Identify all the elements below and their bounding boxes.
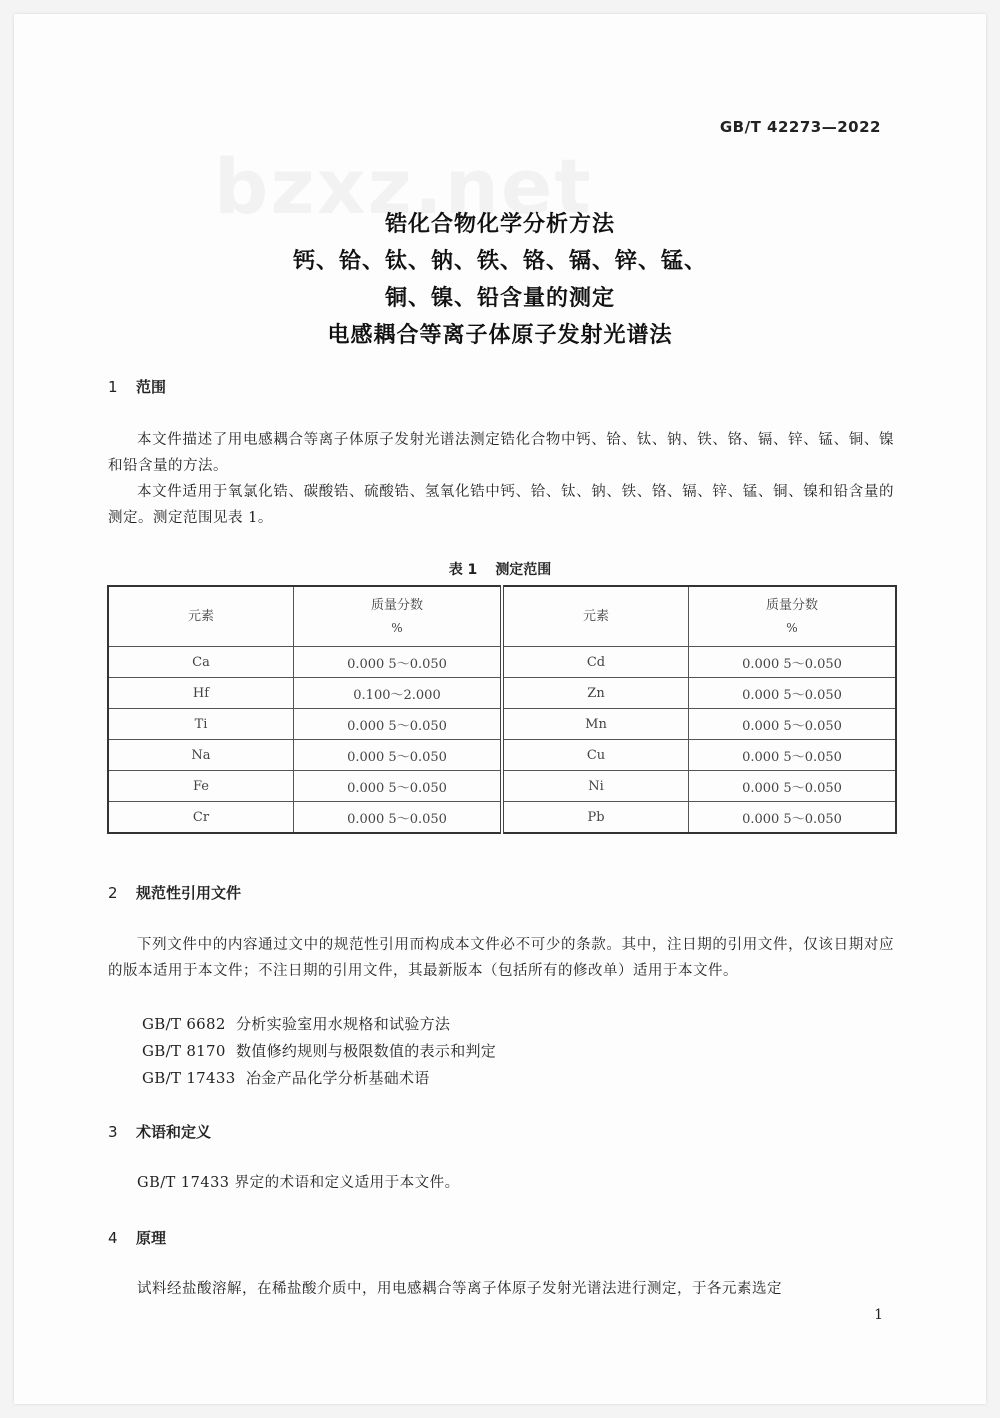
element-cell: Hf <box>108 678 294 709</box>
range-cell: 0.000 5～0.050 <box>294 771 503 802</box>
standard-number: GB/T 42273—2022 <box>719 118 881 136</box>
table-row <box>108 802 896 834</box>
section-number: 3 <box>108 1123 118 1141</box>
normative-references-paragraph: 下列文件中的内容通过文中的规范性引用而构成本文件必不可少的条款。其中，注日期的引用文件，仅该日期对应的版本适用于本文件；不注日期的引用文件，其最新版本（包括所有的修改单）适用于本文件。 <box>108 937 894 979</box>
document-page <box>14 14 986 1404</box>
range-cell: 0.000 5～0.050 <box>689 647 897 678</box>
section-title: 范围 <box>136 378 167 396</box>
title-line: 电感耦合等离子体原子发射光谱法 <box>327 323 673 348</box>
range-cell: 0.000 5～0.050 <box>689 709 897 740</box>
element-cell: Cu <box>502 740 689 771</box>
element-cell: Pb <box>502 802 689 834</box>
principle-paragraph: 试料经盐酸溶解，在稀盐酸介质中，用电感耦合等离子体原子发射光谱法进行测定，于各元素选定 <box>137 1281 782 1297</box>
element-cell: Ni <box>502 771 689 802</box>
header-fraction-label: 质量分数 <box>370 597 423 613</box>
section-title: 规范性引用文件 <box>136 884 242 902</box>
section-title: 术语和定义 <box>136 1123 212 1141</box>
element-cell: Ca <box>108 647 294 678</box>
header-unit: % <box>786 620 798 635</box>
section-heading-scope <box>108 376 166 397</box>
reference-item <box>142 1065 430 1091</box>
table-row <box>108 771 896 802</box>
table-row <box>108 678 896 709</box>
title-line: 铜、镍、铅含量的测定 <box>384 286 615 311</box>
reference-item <box>142 1038 496 1064</box>
document-title <box>14 206 986 354</box>
range-cell: 0.000 5～0.050 <box>689 771 897 802</box>
reference-title: 数值修约规则与极限数值的表示和判定 <box>236 1042 497 1060</box>
header-mass-fraction <box>294 586 503 647</box>
scope-paragraph-2: 本文件适用于氧氯化锆、碳酸锆、硫酸锆、氢氧化锆中钙、铪、钛、钠、铁、铬、镉、锌、锰、铜、镍和铅含量的测定。测定范围见表 1。 <box>108 484 894 526</box>
element-cell: Zn <box>502 678 689 709</box>
range-cell: 0.000 5～0.050 <box>689 740 897 771</box>
terms-paragraph: GB/T 17433 界定的术语和定义适用于本文件。 <box>137 1175 460 1191</box>
section-title: 原理 <box>136 1229 167 1247</box>
reference-code: GB/T 17433 <box>142 1069 236 1087</box>
table-row <box>108 740 896 771</box>
range-cell: 0.100～2.000 <box>294 678 503 709</box>
header-fraction-label: 质量分数 <box>765 597 818 613</box>
element-cell: Na <box>108 740 294 771</box>
section-number: 1 <box>108 378 118 396</box>
scope-paragraph-1: 本文件描述了用电感耦合等离子体原子发射光谱法测定锆化合物中钙、铪、钛、钠、铁、铬、镉、锌、锰、铜、镍和铅含量的方法。 <box>108 432 894 474</box>
header-unit: % <box>391 620 403 635</box>
table-header-row <box>108 586 896 647</box>
reference-code: GB/T 6682 <box>142 1015 226 1033</box>
element-cell: Ti <box>108 709 294 740</box>
element-cell: Cr <box>108 802 294 834</box>
table-caption <box>14 559 986 579</box>
reference-item <box>142 1011 450 1037</box>
table-row <box>108 709 896 740</box>
range-cell: 0.000 5～0.050 <box>294 802 503 834</box>
title-line: 锆化合物化学分析方法 <box>384 212 615 237</box>
element-cell: Mn <box>502 709 689 740</box>
page-number: 1 <box>874 1307 883 1323</box>
header-element: 元素 <box>502 586 689 647</box>
section-heading-principle <box>108 1227 166 1248</box>
element-cell: Cd <box>502 647 689 678</box>
range-cell: 0.000 5～0.050 <box>689 678 897 709</box>
section-number: 2 <box>108 884 118 902</box>
section-number: 4 <box>108 1229 118 1247</box>
measurement-range-table <box>107 585 897 834</box>
reference-code: GB/T 8170 <box>142 1042 226 1060</box>
section-heading-terms <box>108 1121 211 1142</box>
table-row <box>108 647 896 678</box>
range-cell: 0.000 5～0.050 <box>689 802 897 834</box>
range-cell: 0.000 5～0.050 <box>294 740 503 771</box>
header-mass-fraction <box>689 586 897 647</box>
header-element: 元素 <box>108 586 294 647</box>
reference-title: 冶金产品化学分析基础术语 <box>246 1069 430 1087</box>
reference-title: 分析实验室用水规格和试验方法 <box>236 1015 451 1033</box>
range-cell: 0.000 5～0.050 <box>294 647 503 678</box>
section-heading-normative-references <box>108 882 241 903</box>
element-cell: Fe <box>108 771 294 802</box>
table-caption-text: 测定范围 <box>495 562 552 578</box>
table-number: 表 1 <box>448 562 478 578</box>
title-line: 钙、铪、钛、钠、铁、铬、镉、锌、锰、 <box>292 249 707 274</box>
range-cell: 0.000 5～0.050 <box>294 709 503 740</box>
